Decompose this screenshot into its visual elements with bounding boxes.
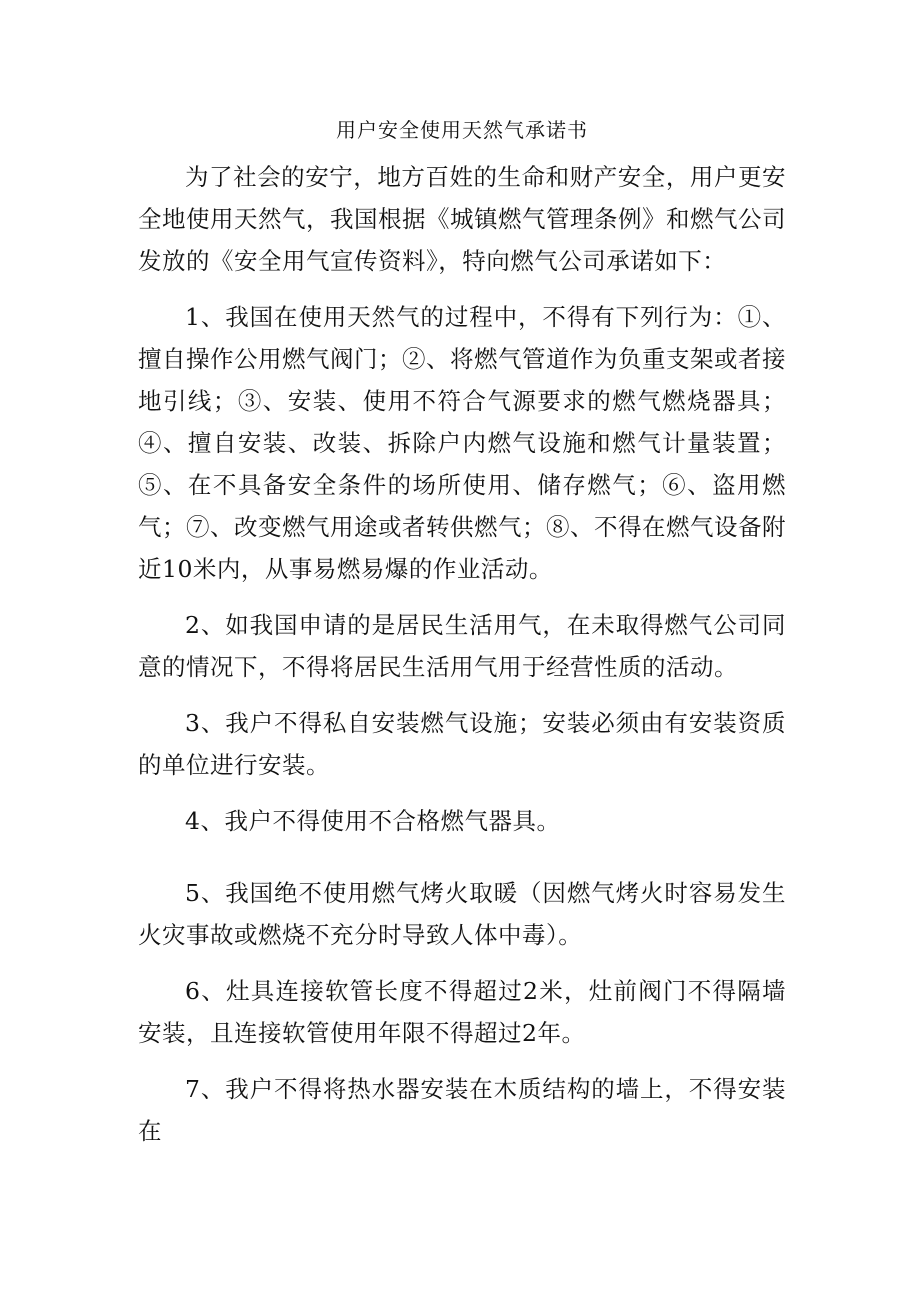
commitment-item-1: 1、我国在使用天然气的过程中，不得有下列行为：①、擅自操作公用燃气阀门；②、将燃气管道作为负重支架或者接地引线；③、安装、使用不符合气源要求的燃气燃烧器具；④、擅自安装、改装、拆除户内燃气设施和燃气计量装置；⑤、在不具备安全条件的场所使用、储存燃气；⑥、盗用燃气；⑦、改变燃气用途或者转供燃气；⑧、不得在燃气设备附近10米内，从事易燃易爆的作业活动。 bbox=[138, 303, 786, 583]
commitment-item-6: 6、灶具连接软管长度不得超过2米，灶前阀门不得隔墙安装，且连接软管使用年限不得超过2年。 bbox=[138, 977, 786, 1047]
document-body bbox=[138, 112, 786, 1166]
commitment-item-4: 4、我户不得使用不合格燃气器具。 bbox=[185, 807, 561, 835]
commitment-item-2: 2、如我国申请的是居民生活用气，在未取得燃气公司同意的情况下，不得将居民生活用气用于经营性质的活动。 bbox=[138, 611, 786, 681]
document-title: 用户安全使用天然气承诺书 bbox=[336, 118, 588, 142]
commitment-item-5: 5、我国绝不使用燃气烤火取暖（因燃气烤火时容易发生火灾事故或燃烧不充分时导致人体中毒）。 bbox=[138, 879, 786, 949]
intro-paragraph: 为了社会的安宁，地方百姓的生命和财产安全，用户更安全地使用天然气，我国根据《城镇燃气管理条例》和燃气公司发放的《安全用气宣传资料》，特向燃气公司承诺如下： bbox=[138, 163, 786, 275]
commitment-item-7: 7、我户不得将热水器安装在木质结构的墙上，不得安装在 bbox=[138, 1075, 786, 1145]
commitment-item-3: 3、我户不得私自安装燃气设施；安装必须由有安装资质的单位进行安装。 bbox=[138, 709, 786, 779]
